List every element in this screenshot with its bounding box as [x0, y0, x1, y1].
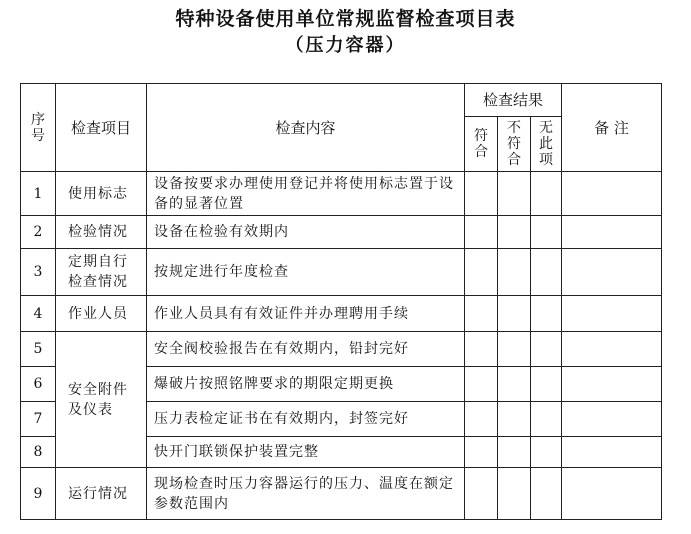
header-nonconform: 不 符 合 — [498, 117, 531, 172]
conform-cell[interactable] — [465, 296, 498, 332]
header-result: 检查结果 — [465, 84, 562, 117]
conform-cell[interactable] — [465, 216, 498, 249]
row-number: 6 — [21, 367, 56, 402]
row-item: 运行情况 — [56, 468, 147, 520]
row-content: 作业人员具有有效证件并办理聘用手续 — [147, 296, 465, 332]
header-content: 检查内容 — [147, 84, 465, 172]
row-item: 作业人员 — [56, 296, 147, 332]
conform-cell[interactable] — [465, 332, 498, 367]
header-row — [21, 84, 662, 117]
row-content: 现场检查时压力容器运行的压力、温度在额定参数范围内 — [147, 468, 465, 520]
table-row — [21, 296, 662, 332]
row-number: 1 — [21, 172, 56, 216]
row-number: 4 — [21, 296, 56, 332]
na-cell[interactable] — [531, 437, 562, 468]
remark-cell[interactable] — [562, 332, 662, 367]
row-item: 使用标志 — [56, 172, 147, 216]
na-cell[interactable] — [531, 332, 562, 367]
remark-cell[interactable] — [562, 402, 662, 437]
row-item: 检验情况 — [56, 216, 147, 249]
inspection-table — [20, 83, 662, 520]
remark-cell[interactable] — [562, 367, 662, 402]
row-content: 压力表检定证书在有效期内，封签完好 — [147, 402, 465, 437]
remark-cell[interactable] — [562, 249, 662, 296]
remark-cell[interactable] — [562, 172, 662, 216]
table-row — [21, 172, 662, 216]
row-number: 3 — [21, 249, 56, 296]
conform-cell[interactable] — [465, 402, 498, 437]
table-row — [21, 216, 662, 249]
nonconform-cell[interactable] — [498, 437, 531, 468]
remark-cell[interactable] — [562, 437, 662, 468]
row-number: 2 — [21, 216, 56, 249]
na-cell[interactable] — [531, 249, 562, 296]
nonconform-cell[interactable] — [498, 402, 531, 437]
table-row — [21, 468, 662, 520]
conform-cell[interactable] — [465, 367, 498, 402]
header-item: 检查项目 — [56, 84, 147, 172]
row-content: 爆破片按照铭牌要求的期限定期更换 — [147, 367, 465, 402]
row-number: 9 — [21, 468, 56, 520]
row-number: 5 — [21, 332, 56, 367]
nonconform-cell[interactable] — [498, 468, 531, 520]
row-content: 设备按要求办理使用登记并将使用标志置于设备的显著位置 — [147, 172, 465, 216]
conform-cell[interactable] — [465, 249, 498, 296]
row-number: 7 — [21, 402, 56, 437]
nonconform-cell[interactable] — [498, 367, 531, 402]
row-content: 按规定进行年度检查 — [147, 249, 465, 296]
header-conform: 符 合 — [465, 117, 498, 172]
na-cell[interactable] — [531, 172, 562, 216]
nonconform-cell[interactable] — [498, 172, 531, 216]
nonconform-cell[interactable] — [498, 216, 531, 249]
na-cell[interactable] — [531, 402, 562, 437]
nonconform-cell[interactable] — [498, 296, 531, 332]
row-content: 快开门联锁保护装置完整 — [147, 437, 465, 468]
form-subtitle: （压力容器） — [285, 35, 406, 56]
na-cell[interactable] — [531, 216, 562, 249]
row-number: 8 — [21, 437, 56, 468]
conform-cell[interactable] — [465, 437, 498, 468]
remark-cell[interactable] — [562, 296, 662, 332]
na-cell[interactable] — [531, 468, 562, 520]
row-content: 设备在检验有效期内 — [147, 216, 465, 249]
row-item: 安全附件及仪表 — [56, 332, 147, 468]
table-row — [21, 332, 662, 367]
header-seq: 序 号 — [21, 84, 56, 172]
conform-cell[interactable] — [465, 172, 498, 216]
na-cell[interactable] — [531, 367, 562, 402]
header-na: 无 此 项 — [531, 117, 562, 172]
row-content: 安全阀校验报告在有效期内，铅封完好 — [147, 332, 465, 367]
row-item: 定期自行检查情况 — [56, 249, 147, 296]
nonconform-cell[interactable] — [498, 332, 531, 367]
na-cell[interactable] — [531, 296, 562, 332]
form-title: 特种设备使用单位常规监督检查项目表 — [175, 8, 516, 30]
header-remark: 备 注 — [562, 84, 662, 172]
remark-cell[interactable] — [562, 468, 662, 520]
remark-cell[interactable] — [562, 216, 662, 249]
nonconform-cell[interactable] — [498, 249, 531, 296]
table-row — [21, 249, 662, 296]
conform-cell[interactable] — [465, 468, 498, 520]
